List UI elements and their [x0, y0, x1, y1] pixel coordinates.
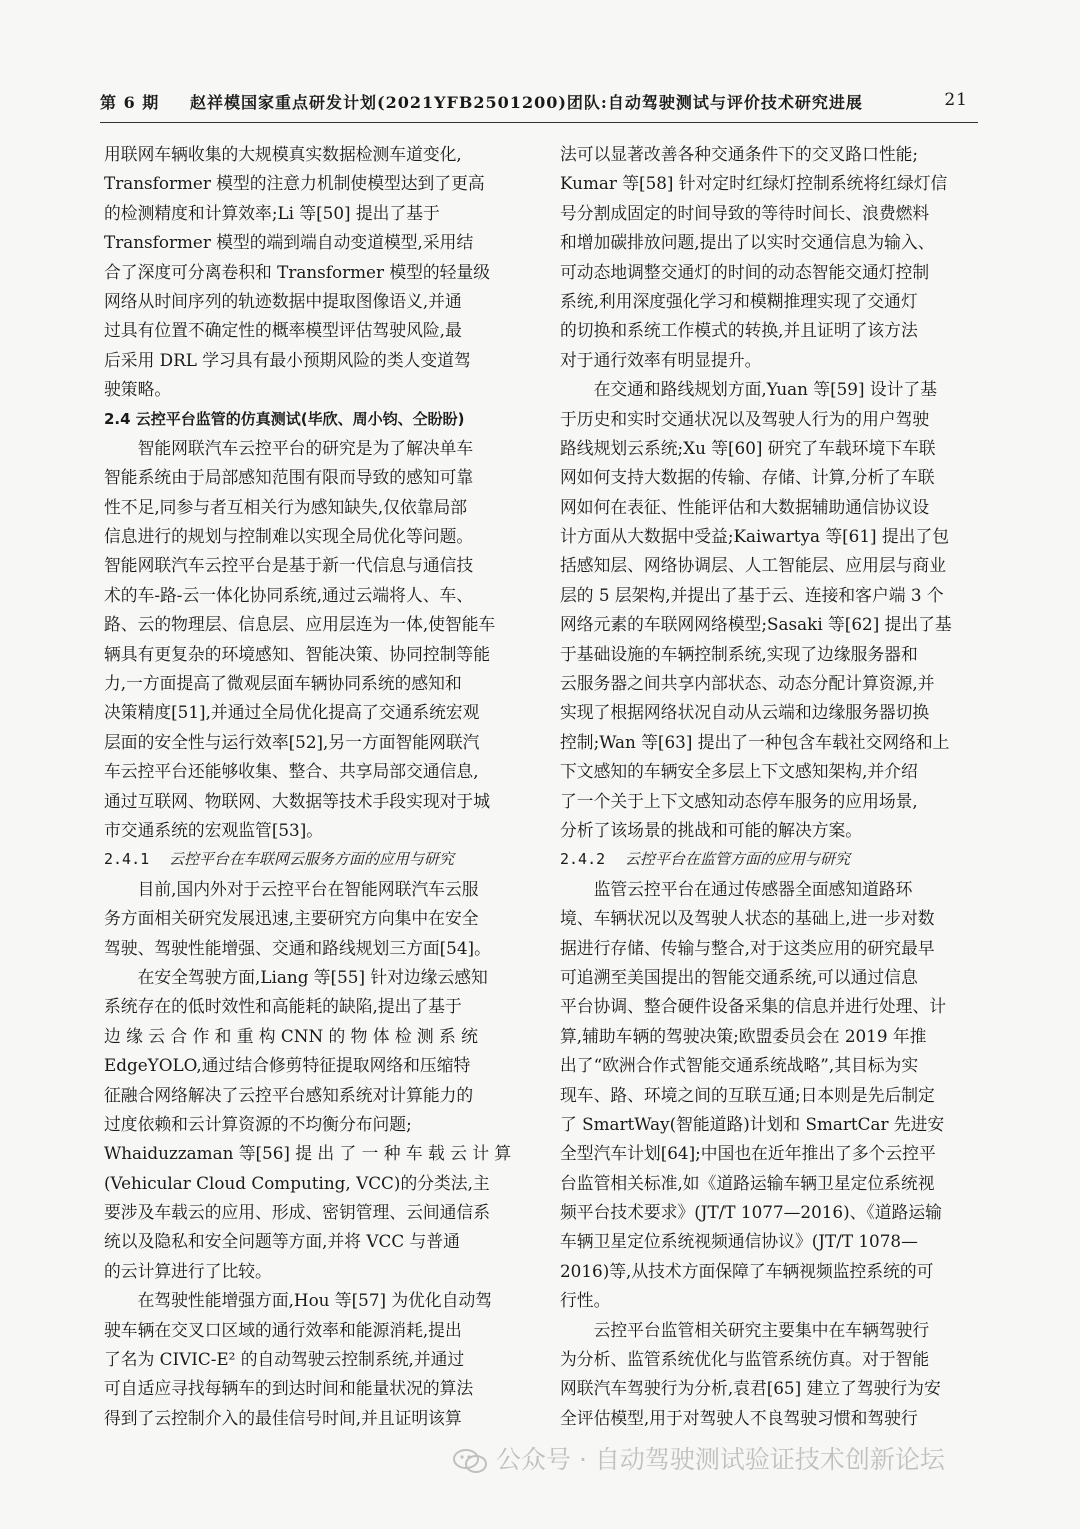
- text-line: 现车、路、环境之间的互联互通;日本则是先后制定: [560, 1084, 935, 1105]
- text-line: 辆具有更复杂的环境感知、智能决策、协同控制等能: [104, 643, 490, 664]
- text-line: 全评估模型,用于对驾驶人不良驾驶习惯和驾驶行: [560, 1407, 918, 1428]
- text-line: 得到了云控制介入的最佳信号时间,并且证明该算: [104, 1407, 462, 1428]
- text-line: 车辆卫星定位系统视频通信协议》(JT/T 1078—: [560, 1231, 918, 1252]
- wechat-icon: [452, 1448, 488, 1474]
- text-line: 据进行存储、传输与整合,对于这类应用的研究最早: [560, 937, 935, 958]
- header-rule: [100, 122, 978, 123]
- text-line: EdgeYOLO,通过结合修剪特征提取网络和压缩特: [104, 1055, 471, 1076]
- subsection-heading: [560, 845, 972, 874]
- text-line: 术的车-路-云一体化协同系统,通过云端将人、车、: [104, 584, 474, 605]
- text-line: 层的 5 层架构,并提出了基于云、连接和客户端 3 个: [560, 584, 944, 605]
- subsection-number: 2.4.2: [560, 850, 606, 869]
- text-line: 平台协调、整合硬件设备采集的信息并进行处理、计: [560, 996, 946, 1017]
- text-line: 对于通行效率有明显提升。: [560, 349, 762, 370]
- text-line: 在驾驶性能增强方面,Hou 等[57] 为优化自动驾: [104, 1290, 493, 1311]
- text-line: 网联汽车驾驶行为分析,袁君[65] 建立了驾驶行为安: [560, 1378, 941, 1399]
- text-line: 路线规划云系统;Xu 等[60] 研究了车载环境下车联: [560, 437, 936, 458]
- watermark: [452, 1440, 1072, 1480]
- text-line: 边 缘 云 合 作 和 重 构 CNN 的 物 体 检 测 系 统: [104, 1025, 478, 1046]
- text-line: 境、车辆状况以及驾驶人状态的基础上,进一步对数: [560, 908, 935, 929]
- text-line: (Vehicular Cloud Computing, VCC)的分类法,主: [104, 1172, 490, 1193]
- text-line: 系统,利用深度强化学习和模糊推理实现了交通灯: [560, 290, 918, 311]
- text-line: 为分析、监管系统优化与监管系统仿真。对于智能: [560, 1349, 930, 1370]
- text-line: 网络元素的车联网网络模型;Sasaki 等[62] 提出了基: [560, 614, 952, 635]
- subsection-title: 云控平台在车联网云服务方面的应用与研究: [168, 850, 454, 869]
- text-line: 驶策略。: [104, 379, 172, 400]
- text-line: 的检测精度和计算效率;Li 等[50] 提出了基于: [104, 202, 440, 223]
- text-line: 车云控平台还能够收集、整合、共享局部交通信息,: [104, 761, 479, 782]
- text-line: 合了深度可分离卷积和 Transformer 模型的轻量级: [104, 261, 491, 282]
- text-line: 在安全驾驶方面,Liang 等[55] 针对边缘云感知: [104, 966, 488, 987]
- right-column: [560, 140, 972, 1433]
- left-column: [104, 140, 516, 1433]
- text-line: Kumar 等[58] 针对定时红绿灯控制系统将红绿灯信: [560, 173, 948, 194]
- text-line: 可动态地调整交通灯的时间的动态智能交通灯控制: [560, 261, 930, 282]
- text-line: 网如何在表征、性能评估和大数据辅助通信协议设: [560, 496, 930, 517]
- text-line: 和增加碳排放问题,提出了以实时交通信息为输入、: [560, 232, 935, 253]
- text-line: 智能网联汽车云控平台是基于新一代信息与通信技: [104, 555, 474, 576]
- text-line: 了一个关于上下文感知动态停车服务的应用场景,: [560, 790, 918, 811]
- text-line: 出了“欧洲合作式智能交通系统战略”,其目标为实: [560, 1055, 919, 1076]
- text-line: 市交通系统的宏观监管[53]。: [104, 819, 324, 840]
- text-line: 监管云控平台在通过传感器全面感知道路环: [560, 878, 913, 899]
- text-line: 可追溯至美国提出的智能交通系统,可以通过信息: [560, 966, 918, 987]
- text-line: 要涉及车载云的应用、形成、密钥管理、云间通信系: [104, 1202, 490, 1223]
- text-line: 通过互联网、物联网、大数据等技术手段实现对于城: [104, 790, 490, 811]
- text-line: Transformer 模型的端到端自动变道模型,采用结: [104, 232, 474, 253]
- text-line: 计方面从大数据中受益;Kaiwartya 等[61] 提出了包: [560, 526, 950, 547]
- text-line: 行性。: [560, 1290, 611, 1311]
- text-line: 信息进行的规划与控制难以实现全局优化等问题。: [104, 526, 474, 547]
- text-line: 征融合网络解决了云控平台感知系统对计算能力的: [104, 1084, 474, 1105]
- issue-label: 第 6 期: [100, 93, 160, 112]
- text-line: 的云计算进行了比较。: [104, 1260, 272, 1281]
- text-line: Whaiduzzaman 等[56] 提 出 了 一 种 车 载 云 计 算: [104, 1143, 512, 1164]
- text-line: 务方面相关研究发展迅速,主要研究方向集中在安全: [104, 908, 479, 929]
- text-line: 可自适应寻找每辆车的到达时间和能量状况的算法: [104, 1378, 474, 1399]
- text-line: 频平台技术要求》(JT/T 1077—2016)、《道路运输: [560, 1202, 942, 1223]
- text-line: 控制;Wan 等[63] 提出了一种包含车载社交网络和上: [560, 731, 950, 752]
- text-line: Transformer 模型的注意力机制使模型达到了更高: [104, 173, 485, 194]
- text-line: 目前,国内外对于云控平台在智能网联汽车云服: [104, 878, 479, 899]
- text-line: 分析了该场景的挑战和可能的解决方案。: [560, 819, 863, 840]
- subsection-title: 云控平台在监管方面的应用与研究: [624, 850, 850, 869]
- text-line: 实现了根据网络状况自动从云端和边缘服务器切换: [560, 702, 930, 723]
- text-line: 2016)等,从技术方面保障了车辆视频监控系统的可: [560, 1260, 934, 1281]
- text-line: 在交通和路线规划方面,Yuan 等[59] 设计了基: [560, 379, 937, 400]
- text-line: 号分割成固定的时间导致的等待时间长、浪费燃料: [560, 202, 930, 223]
- text-line: 算,辅助车辆的驾驶决策;欧盟委员会在 2019 年推: [560, 1025, 927, 1046]
- subsection-heading: [104, 845, 516, 874]
- text-line: 决策精度[51],并通过全局优化提高了交通系统宏观: [104, 702, 480, 723]
- subsection-number: 2.4.1: [104, 850, 150, 869]
- text-line: 的切换和系统工作模式的转换,并且证明了该方法: [560, 320, 918, 341]
- text-line: 智能系统由于局部感知范围有限而导致的感知可靠: [104, 467, 474, 488]
- section-heading: 2.4 云控平台监管的仿真测试(毕欣、周小钧、仝盼盼): [104, 409, 465, 428]
- text-line: 力,一方面提高了微观层面车辆协同系统的感知和: [104, 673, 462, 694]
- watermark-text: 公众号 · 自动驾驶测试验证技术创新论坛: [496, 1445, 945, 1474]
- text-line: 驾驶、驾驶性能增强、交通和路线规划三方面[54]。: [104, 937, 491, 958]
- text-line: 性不足,同参与者互相关行为感知缺失,仅依靠局部: [104, 496, 468, 517]
- text-line: 全型汽车计划[64];中国也在近年推出了多个云控平: [560, 1143, 936, 1164]
- text-line: 系统存在的低时效性和高能耗的缺陷,提出了基于: [104, 996, 462, 1017]
- text-line: 网如何支持大数据的传输、存储、计算,分析了车联: [560, 467, 935, 488]
- text-line: 智能网联汽车云控平台的研究是为了解决单车: [104, 437, 474, 458]
- text-line: 云服务器之间共享内部状态、动态分配计算资源,并: [560, 673, 935, 694]
- text-line: 云控平台监管相关研究主要集中在车辆驾驶行: [560, 1319, 930, 1340]
- text-line: 过度依赖和云计算资源的不均衡分布问题;: [104, 1113, 412, 1134]
- text-line: 用联网车辆收集的大规模真实数据检测车道变化,: [104, 144, 462, 164]
- page-number: 21: [944, 90, 968, 110]
- text-line: 网络从时间序列的轨迹数据中提取图像语义,并通: [104, 290, 462, 311]
- text-line: 于基础设施的车辆控制系统,实现了边缘服务器和: [560, 643, 918, 664]
- text-line: 下文感知的车辆安全多层上下文感知架构,并介绍: [560, 761, 918, 782]
- text-line: 路、云的物理层、信息层、应用层连为一体,使智能车: [104, 614, 496, 635]
- text-line: 了名为 CIVIC-E² 的自动驾驶云控制系统,并通过: [104, 1349, 465, 1370]
- text-line: 括感知层、网络协调层、人工智能层、应用层与商业: [560, 555, 946, 576]
- running-title: 赵祥模国家重点研发计划(2021YFB2501200)团队:自动驾驶测试与评价技术研究进展: [190, 93, 863, 112]
- text-line: 层面的安全性与运行效率[52],另一方面智能网联汽: [104, 731, 480, 752]
- text-line: 于历史和实时交通状况以及驾驶人行为的用户驾驶: [560, 408, 930, 429]
- text-line: 驶车辆在交叉口区域的通行效率和能源消耗,提出: [104, 1319, 462, 1340]
- text-line: 了 SmartWay(智能道路)计划和 SmartCar 先进安: [560, 1113, 945, 1134]
- text-line: 法可以显著改善各种交通条件下的交叉路口性能;: [560, 144, 919, 164]
- text-line: 后采用 DRL 学习具有最小预期风险的类人变道驾: [104, 349, 471, 370]
- running-header: [100, 90, 968, 120]
- text-line: 过具有位置不确定性的概率模型评估驾驶风险,最: [104, 320, 462, 341]
- text-line: 台监管相关标准,如《道路运输车辆卫星定位系统视: [560, 1172, 935, 1193]
- text-line: 统以及隐私和安全问题等方面,并将 VCC 与普通: [104, 1231, 460, 1252]
